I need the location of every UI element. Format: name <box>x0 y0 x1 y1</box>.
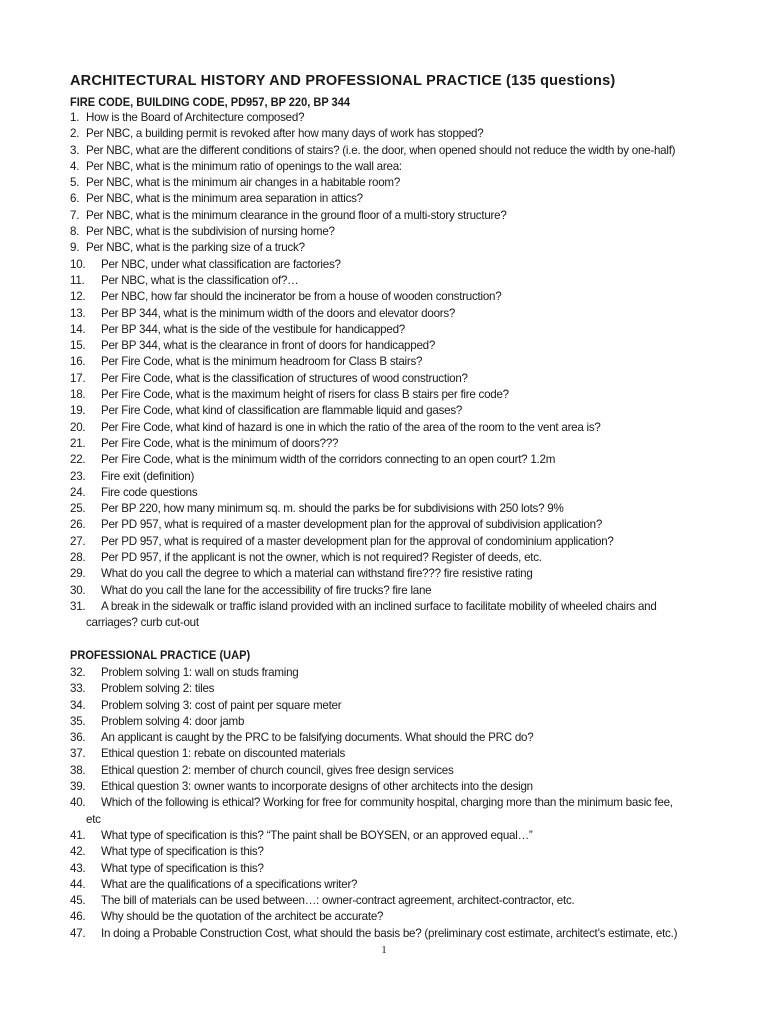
question-item <box>70 730 710 746</box>
question-number: 26. <box>70 518 86 532</box>
question-number: 38. <box>70 763 86 777</box>
question-item <box>70 844 710 860</box>
question-list-fire-code <box>70 110 710 632</box>
question-item <box>70 665 710 681</box>
question-text: Per NBC, what is the minimum area separation in attics? <box>86 192 363 206</box>
question-text: Per Fire Code, what is the minimum headroom for Class B stairs? <box>101 355 423 369</box>
question-item <box>70 420 710 436</box>
question-text: Problem solving 2: tiles <box>101 682 215 696</box>
question-text: What do you call the degree to which a material can withstand fire??? fire resistive rating <box>101 567 533 581</box>
question-number: 33. <box>70 682 86 696</box>
question-number: 14. <box>70 322 86 336</box>
question-item <box>70 583 710 599</box>
question-item <box>70 698 710 714</box>
question-number: 31. <box>70 599 86 613</box>
question-item <box>70 893 710 909</box>
question-list-professional-practice <box>70 665 710 942</box>
question-item <box>70 746 710 762</box>
question-item <box>70 550 710 566</box>
question-text: Ethical question 2: member of church council, gives free design services <box>101 763 454 777</box>
question-number: 36. <box>70 731 86 745</box>
question-number: 22. <box>70 453 86 467</box>
question-text: Per Fire Code, what is the maximum height of risers for class B stairs per fire code? <box>101 388 509 402</box>
question-number: 19. <box>70 404 86 418</box>
question-text: Which of the following is ethical? Working for free for community hospital, charging more than the minimum basic fee, <box>101 796 673 810</box>
question-text: Per Fire Code, what is the classification of structures of wood construction? <box>101 371 468 385</box>
question-number: 25. <box>70 502 86 516</box>
question-item <box>70 828 710 844</box>
question-number: 28. <box>70 551 86 565</box>
question-text: What type of specification is this? <box>101 861 264 875</box>
question-text: Per NBC, what is the minimum ratio of openings to the wall area: <box>86 159 402 173</box>
question-number: 44. <box>70 877 86 891</box>
question-text: Why should be the quotation of the architect be accurate? <box>101 910 384 924</box>
question-text: Per PD 957, what is required of a master development plan for the approval of condominium application? <box>101 534 614 548</box>
question-item <box>70 208 710 224</box>
question-item <box>70 436 710 452</box>
question-number: 27. <box>70 534 86 548</box>
question-text: Problem solving 1: wall on studs framing <box>101 666 299 679</box>
question-number: 35. <box>70 714 86 728</box>
question-text: Per PD 957, if the applicant is not the owner, which is not required? Register of deeds, etc. <box>101 551 542 565</box>
question-number: 4. <box>70 159 80 173</box>
question-text: The bill of materials can be used between…: owner-contract agreement, architect-contractor, etc. <box>101 894 575 908</box>
question-text: What type of specification is this? <box>101 845 264 859</box>
question-item <box>70 371 710 387</box>
question-number: 1. <box>70 111 80 124</box>
question-text: Per NBC, what is the minimum clearance in the ground floor of a multi-story structure? <box>86 208 507 222</box>
question-number: 20. <box>70 420 86 434</box>
question-number: 3. <box>70 143 80 157</box>
question-item <box>70 909 710 925</box>
question-item <box>70 191 710 207</box>
question-item <box>70 779 710 795</box>
question-number: 43. <box>70 861 86 875</box>
question-text: Per BP 344, what is the clearance in front of doors for handicapped? <box>101 339 436 353</box>
question-text: Per NBC, what is the classification of?… <box>101 273 299 287</box>
question-text: Ethical question 1: rebate on discounted materials <box>101 747 346 761</box>
question-item <box>70 322 710 338</box>
question-number: 37. <box>70 747 86 761</box>
question-number: 11. <box>70 273 85 287</box>
question-item <box>70 566 710 582</box>
question-text-continuation: carriages? curb cut-out <box>86 616 199 630</box>
question-item <box>70 501 710 517</box>
question-item <box>70 517 710 533</box>
question-item <box>70 143 710 159</box>
question-text: Per BP 344, what is the minimum width of the doors and elevator doors? <box>101 306 456 320</box>
question-item <box>70 485 710 501</box>
question-text: What are the qualifications of a specifications writer? <box>101 877 358 891</box>
question-number: 24. <box>70 485 86 499</box>
question-text: Per NBC, what is the subdivision of nursing home? <box>86 225 335 239</box>
question-text: Per NBC, how far should the incinerator be from a house of wooden construction? <box>101 290 502 304</box>
question-text: Per NBC, under what classification are factories? <box>101 257 341 271</box>
question-item <box>70 763 710 779</box>
question-item <box>70 861 710 877</box>
question-item <box>70 224 710 240</box>
question-text: Per NBC, what is the minimum air changes in a habitable room? <box>86 176 401 190</box>
question-item <box>70 338 710 354</box>
question-text: Ethical question 3: owner wants to incorporate designs of other architects into the design <box>101 780 533 794</box>
question-number: 6. <box>70 192 80 206</box>
question-number: 7. <box>70 208 80 222</box>
question-number: 34. <box>70 698 86 712</box>
question-item <box>70 273 710 289</box>
question-item <box>70 126 710 142</box>
question-item <box>70 240 710 256</box>
question-number: 23. <box>70 469 86 483</box>
question-number: 47. <box>70 926 86 940</box>
question-number: 29. <box>70 567 86 581</box>
question-number: 39. <box>70 780 86 794</box>
question-number: 5. <box>70 176 80 190</box>
page-number: 1 <box>381 944 387 956</box>
question-number: 41. <box>70 828 86 842</box>
question-text: Per Fire Code, what kind of hazard is one in which the ratio of the area of the room to the vent area is? <box>101 420 601 434</box>
question-item <box>70 387 710 403</box>
question-item <box>70 681 710 697</box>
question-number: 16. <box>70 355 86 369</box>
question-number: 21. <box>70 436 86 450</box>
question-number: 13. <box>70 306 86 320</box>
question-text: Per NBC, what are the different conditions of stairs? (i.e. the door, when opened should not reduce the width by one-half) <box>86 143 676 157</box>
question-number: 8. <box>70 225 80 239</box>
question-text: Per Fire Code, what is the minimum width of the corridors connecting to an open court? 1.2m <box>101 453 556 467</box>
question-number: 12. <box>70 290 86 304</box>
question-text: Per BP 220, how many minimum sq. m. should the parks be for subdivisions with 250 lots? 9% <box>101 502 564 516</box>
question-number: 17. <box>70 371 86 385</box>
question-number: 10. <box>70 257 86 271</box>
question-text: Fire exit (definition) <box>101 469 195 483</box>
question-item <box>70 175 710 191</box>
question-item <box>70 534 710 550</box>
question-item <box>70 159 710 175</box>
question-text: Per Fire Code, what kind of classification are flammable liquid and gases? <box>101 404 463 418</box>
question-number: 2. <box>70 127 80 141</box>
question-text: Problem solving 4: door jamb <box>101 714 245 728</box>
question-text: Per PD 957, what is required of a master development plan for the approval of subdivision application? <box>101 518 603 532</box>
question-number: 40. <box>70 796 86 810</box>
question-item <box>70 926 710 942</box>
question-text: Per NBC, a building permit is revoked after how many days of work has stopped? <box>86 127 484 141</box>
question-item <box>70 877 710 893</box>
question-number: 42. <box>70 845 86 859</box>
question-item <box>70 257 710 273</box>
question-number: 46. <box>70 910 86 924</box>
section-heading-professional-practice: PROFESSIONAL PRACTICE (UAP) <box>70 648 251 662</box>
question-text: Problem solving 3: cost of paint per square meter <box>101 698 342 712</box>
question-text: What do you call the lane for the accessibility of fire trucks? fire lane <box>101 583 432 597</box>
question-text: Per NBC, what is the parking size of a truck? <box>86 241 305 255</box>
question-text: A break in the sidewalk or traffic island provided with an inclined surface to facilitate mobility of wheeled chairs and <box>101 599 657 613</box>
question-number: 30. <box>70 583 86 597</box>
question-item <box>70 469 710 485</box>
question-number: 18. <box>70 388 86 402</box>
question-item <box>70 403 710 419</box>
question-number: 15. <box>70 339 86 353</box>
question-text: Per Fire Code, what is the minimum of doors??? <box>101 436 339 450</box>
question-number: 32. <box>70 666 86 679</box>
question-number: 45. <box>70 894 86 908</box>
question-text: How is the Board of Architecture composed? <box>86 111 305 124</box>
question-number: 9. <box>70 241 80 255</box>
question-text: An applicant is caught by the PRC to be falsifying documents. What should the PRC do? <box>101 731 534 745</box>
question-text: Fire code questions <box>101 485 198 499</box>
question-item <box>70 599 710 632</box>
question-text: In doing a Probable Construction Cost, what should the basis be? (preliminary cost estimate, architect’s estimate, etc.) <box>101 926 678 940</box>
section-heading-fire-code: FIRE CODE, BUILDING CODE, PD957, BP 220, BP 344 <box>70 95 350 109</box>
question-item <box>70 110 710 126</box>
question-item <box>70 452 710 468</box>
document-title: ARCHITECTURAL HISTORY AND PROFESSIONAL PRACTICE (135 questions) <box>70 73 616 89</box>
question-text-continuation: etc <box>86 812 101 826</box>
question-item <box>70 306 710 322</box>
question-text: What type of specification is this? “The paint shall be BOYSEN, or an approved equal…” <box>101 828 533 842</box>
question-item <box>70 795 710 828</box>
question-item <box>70 289 710 305</box>
question-text: Per BP 344, what is the side of the vestibule for handicapped? <box>101 322 405 336</box>
question-item <box>70 714 710 730</box>
question-item <box>70 354 710 370</box>
